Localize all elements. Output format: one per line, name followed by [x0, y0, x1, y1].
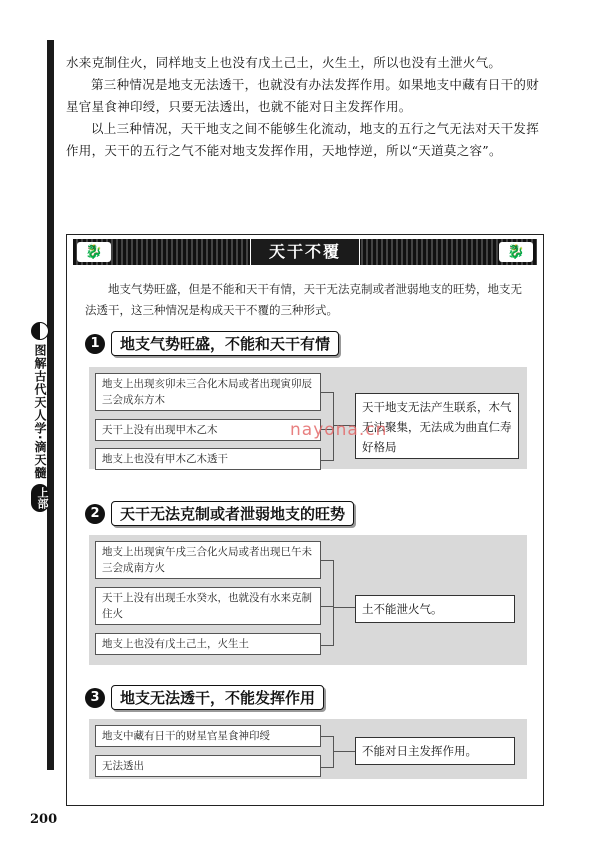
section-3-connector	[333, 751, 355, 752]
section-2-number: 2	[85, 504, 105, 524]
section-1-condition: 天干上没有出现甲木乙木	[95, 419, 321, 441]
section-2-condition: 地支上出现寅午戌三合化火局或者出现巳午未三会成南方火	[95, 541, 321, 579]
body-paragraph-3: 以上三种情况，天干地支之间不能够生化流动，地支的五行之气无法对天干发挥作用，天干的五行之气不能对地支发挥作用，天地悖逆，所以“天道莫之容”。	[66, 121, 540, 158]
yin-yang-icon	[31, 322, 49, 340]
section-1-result: 天干地支无法产生联系，木气无法聚集，无法成为曲直仁寿好格局	[355, 393, 519, 459]
section-3-heading	[85, 685, 324, 710]
section-1-heading	[85, 331, 339, 356]
section-3-title: 地支无法透干，不能发挥作用	[111, 685, 324, 710]
section-3-number: 3	[85, 688, 105, 708]
section-2-connector	[333, 607, 355, 608]
section-3-result: 不能对日主发挥作用。	[355, 737, 515, 765]
side-title-badge: 上部	[31, 484, 49, 512]
side-book-title	[30, 322, 50, 512]
section-2-title: 天干无法克制或者泄弱地支的旺势	[111, 501, 354, 526]
section-3-condition: 无法透出	[95, 755, 321, 777]
section-2-result: 土不能泄火气。	[355, 595, 515, 623]
section-3-condition: 地支中藏有日干的财星官星食神印绶	[95, 725, 321, 747]
section-2-heading	[85, 501, 354, 526]
section-1-number: 1	[85, 334, 105, 354]
section-2-condition: 地支上也没有戊土己土，火生土	[95, 633, 321, 655]
panel-intro: 地支气势旺盛，但是不能和天干有情，天干无法克制或者泄弱地支的旺势，地支无法透干，这三种情况是构成天干不覆的三种形式。	[85, 282, 522, 317]
diagram-panel	[66, 234, 544, 806]
section-2-condition: 天干上没有出现壬水癸水，也就没有水来克制住火	[95, 587, 321, 625]
section-1-title: 地支气势旺盛，不能和天干有情	[111, 331, 339, 356]
panel-banner	[73, 239, 537, 265]
dragon-right-icon: 🐉	[499, 242, 533, 262]
body-paragraph-1: 水来克制住火，同样地支上也没有戊土己土，火生土，所以也没有土泄火气。	[66, 55, 502, 70]
section-2-connector	[321, 560, 334, 646]
section-2-connector	[321, 606, 333, 607]
section-3-connector	[321, 736, 334, 768]
watermark-text: nayona.cn	[290, 420, 388, 440]
section-1-condition: 地支上出现亥卯未三合化木局或者出现寅卯辰三会成东方木	[95, 373, 321, 411]
section-1-condition: 地支上也没有甲木乙木透干	[95, 448, 321, 470]
body-paragraph-2: 第三种情况是地支无法透干，也就没有办法发挥作用。如果地支中藏有日干的财星官星食神印绶，只要无法透出，也就不能对日主发挥作用。	[66, 77, 540, 114]
panel-title: 天干不覆	[250, 239, 360, 265]
side-title-text: 图解古代天人学·滴天髓	[33, 344, 47, 480]
dragon-left-icon: 🐉	[77, 242, 111, 262]
page-number: 200	[30, 812, 58, 827]
body-text	[66, 52, 550, 162]
